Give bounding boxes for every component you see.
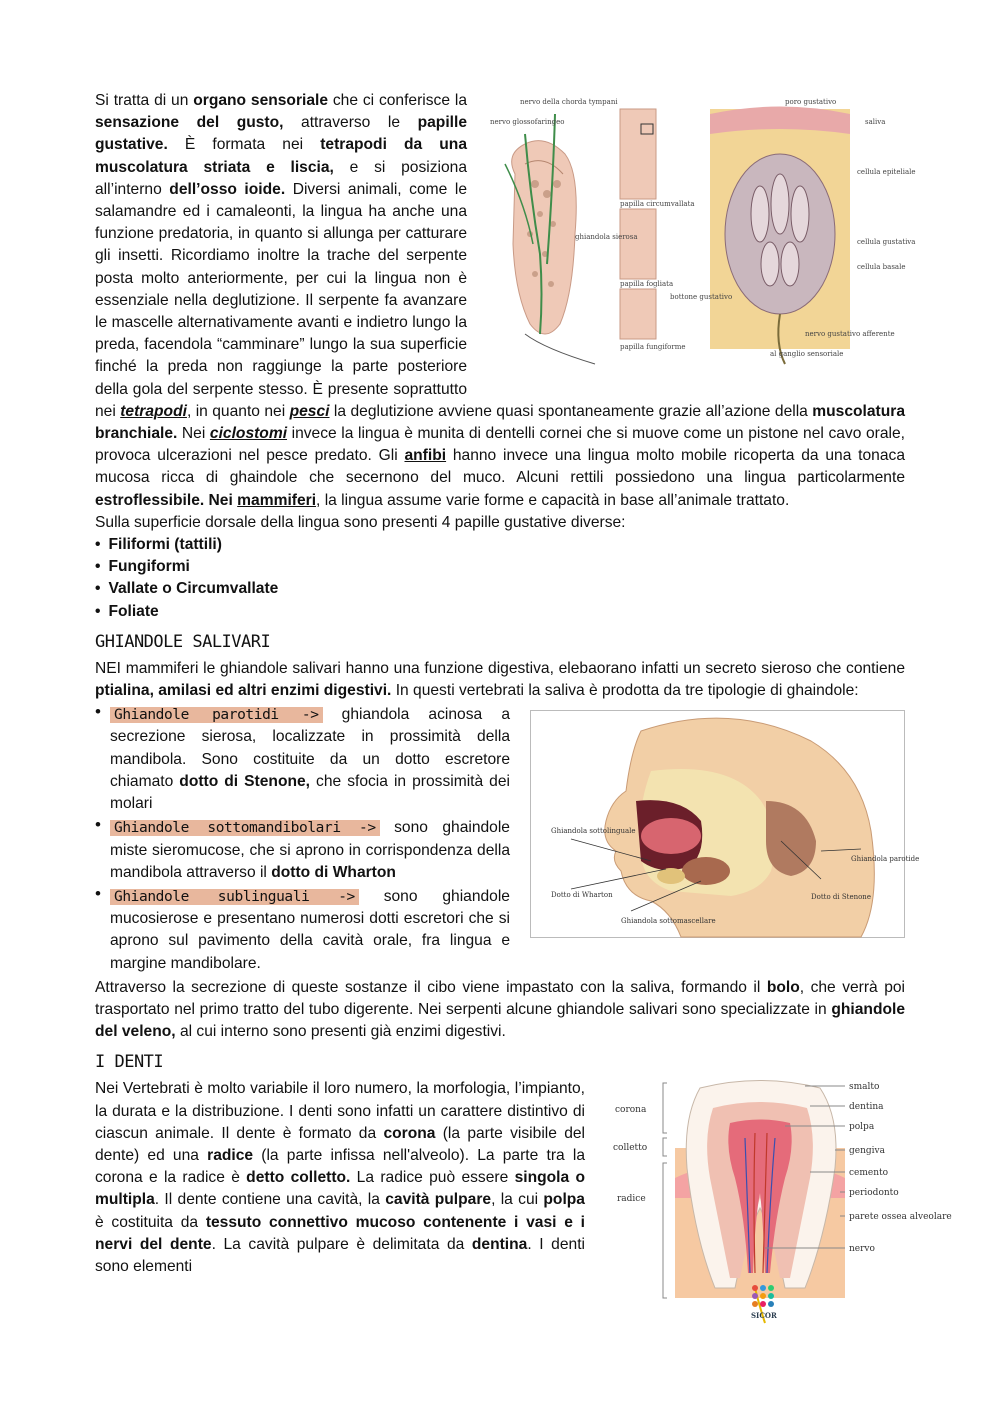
tooth-left-label-2: radice [617,1194,646,1205]
tongue-label-10: cellula gustativa [857,238,916,246]
svg-text:SICOR: SICOR [751,1311,777,1321]
tongue-label-13: al ganglio sensoriale [770,350,844,358]
list-item: • Foliate [95,601,905,623]
tooth-right-label-0: smalto [849,1082,880,1093]
tongue-label-0: nervo della chorda tympani [520,98,618,106]
head-label-3: Dotto di Stenone [811,893,871,902]
document-page [95,90,952,1332]
denti-paragraph: Nei Vertebrati è molto variabile il loro numero, la morfologia, l’impianto, la durata e la distribuzione. I denti sono infatti un carattere distintivo di ciascun animale. Il dente è formato da corona (la parte visibile del dente) ed una radice (la parte infissa nell'alveolo). La parte tra la corona e la radice è detto colletto. La radice può essere singola o multipla. Il dente contiene una cavità, la cavità pulpare, la cui polpa è costituita da tessuto connettivo mucoso contenente i vasi e i nervi del dente. La cavità pulpare è delimitata da dentina. I denti sono elementi [95,1080,586,1275]
gland-item-sottomandibolari: • Ghiandole sottomandibolari -> sono ghaindole miste sieromucose, che si aprono in corrispondenza della mandibola attraverso il dotto di Wharton [95,817,905,884]
tongue-label-3: ghiandola sierosa [575,233,638,241]
tongue-label-1: nervo glossofaringeo [490,118,565,126]
head-label-2: Ghiandola sottomascellare [621,917,716,926]
tongue-label-12: nervo gustativo afferente [805,330,895,338]
salivari-paragraph-2: Attraverso la secrezione di queste sostanze il cibo viene impastato con la saliva, formando il bolo, che verrà poi trasportato nel primo tratto del tubo digerente. Nei serpenti alcune ghiandole salivari sono specializzate in ghiandole del veleno, al cui interno sono presenti già enzimi digestivi. [95,978,906,1041]
papille-list [95,534,905,623]
intro-paragraph: Si tratta di un organo sensoriale che ci conferisce la sensazione del gusto, attraverso le papille gustative. È formata nei tetrapodi da una muscolatura striata e liscia, e si posiziona all’interno dell’osso ioide. Diversi animali, come le salamandre ed i camaleonti, la lingua ha anche una funzione predatoria, in quanto si allunga per catturare gli insetti. Ricordiamo inoltre la trache del serpente posta molto anteriormente, per cui la lingua non è essenziale nella deglutizione. Il serpente fa avanzare le mascelle alternativamente avanti e indietro lungo la preda, facendola “camminare” lungo la sua superficie finché la preda non raggiunge la parte posteriore della gola del serpente stesso. È presente soprattutto nei tetrapodi, in quanto nei pesci la deglutizione avviene quasi spontaneamente grazie all’azione della muscolatura branchiale. Nei ciclostomi invece la lingua è munita di dentelli cornei che si muove come un pistone nel cavo orale, provoca ulcerazioni nel pesce predato. Gli anfibi hanno invece una lingua molto mobile ricoperta da una tonaca mucosa ricca di ghaindole che secernono del muco. Alcuni rettili possiedono una lingua particolarmente estroflessibile. Nei mammiferi, la lingua assume varie forme e capacità in base all’animale trattato. [95,92,905,509]
tooth-right-label-4: cemento [849,1168,889,1179]
tooth-right-label-1: dentina [849,1102,884,1113]
gland-item-parotidi: • Ghiandole parotidi -> ghiandola acinosa a secrezione sierosa, localizzate in prossimità della mandibola. Sono costituite da un dotto escretore chiamato dotto di Stenone, che sfocia in prossimità dei molari [95,704,905,815]
section-heading-salivari: GHIANDOLE SALIVARI [95,631,271,652]
section-heading-denti: I DENTI [95,1052,164,1073]
tongue-label-8: saliva [865,118,886,126]
tongue-label-4: papilla fogliata [620,280,674,288]
head-label-0: Ghiandola sottolinguale [551,827,636,836]
tooth-right-label-3: gengiva [849,1146,885,1157]
list-item: • Fungiformi [95,556,905,578]
tooth-anatomy-figure [605,1078,952,1328]
tongue-label-9: cellula epiteliale [857,168,916,176]
list-item: • Vallate o Circumvallate [95,578,905,600]
papille-intro: Sulla superficie dorsale della lingua sono presenti 4 papille gustative diverse: [95,513,626,531]
head-label-1: Dotto di Wharton [551,891,613,900]
tongue-taste-bud-figure [485,94,916,384]
tooth-right-label-2: polpa [849,1122,875,1133]
head-label-4: Ghiandola parotide [851,855,920,864]
list-item: • Filiformi (tattili) [95,534,905,556]
tongue-label-11: cellula basale [857,263,906,271]
tongue-label-5: bottone gustativo [670,293,733,301]
gland-item-sublinguali: • Ghiandole sublinguali -> sono ghiandole mucosierose e presentano numerosi dotti escretori che si aprono sul pavimento della cavità orale, fra lingua e margine mandibolare. [95,886,905,975]
salivari-paragraph: NEI mammiferi le ghiandole salivari hanno una funzione digestiva, elebaorano infatti un secreto sieroso che contiene ptialina, amilasi ed altri enzimi digestivi. In questi vertebrati la saliva è prodotta da tre tipologie di ghaindole: [95,659,905,700]
tooth-right-label-7: nervo [849,1244,875,1255]
tooth-right-label-5: periodonto [849,1188,899,1199]
tooth-left-label-1: colletto [613,1143,648,1154]
tongue-label-7: poro gustativo [785,98,837,106]
tongue-label-2: papilla circumvallata [620,200,695,208]
tongue-label-6: papilla fungiforme [620,343,686,351]
tooth-left-label-0: corona [615,1105,647,1116]
tooth-right-label-6: parete ossea alveolare [849,1212,952,1223]
